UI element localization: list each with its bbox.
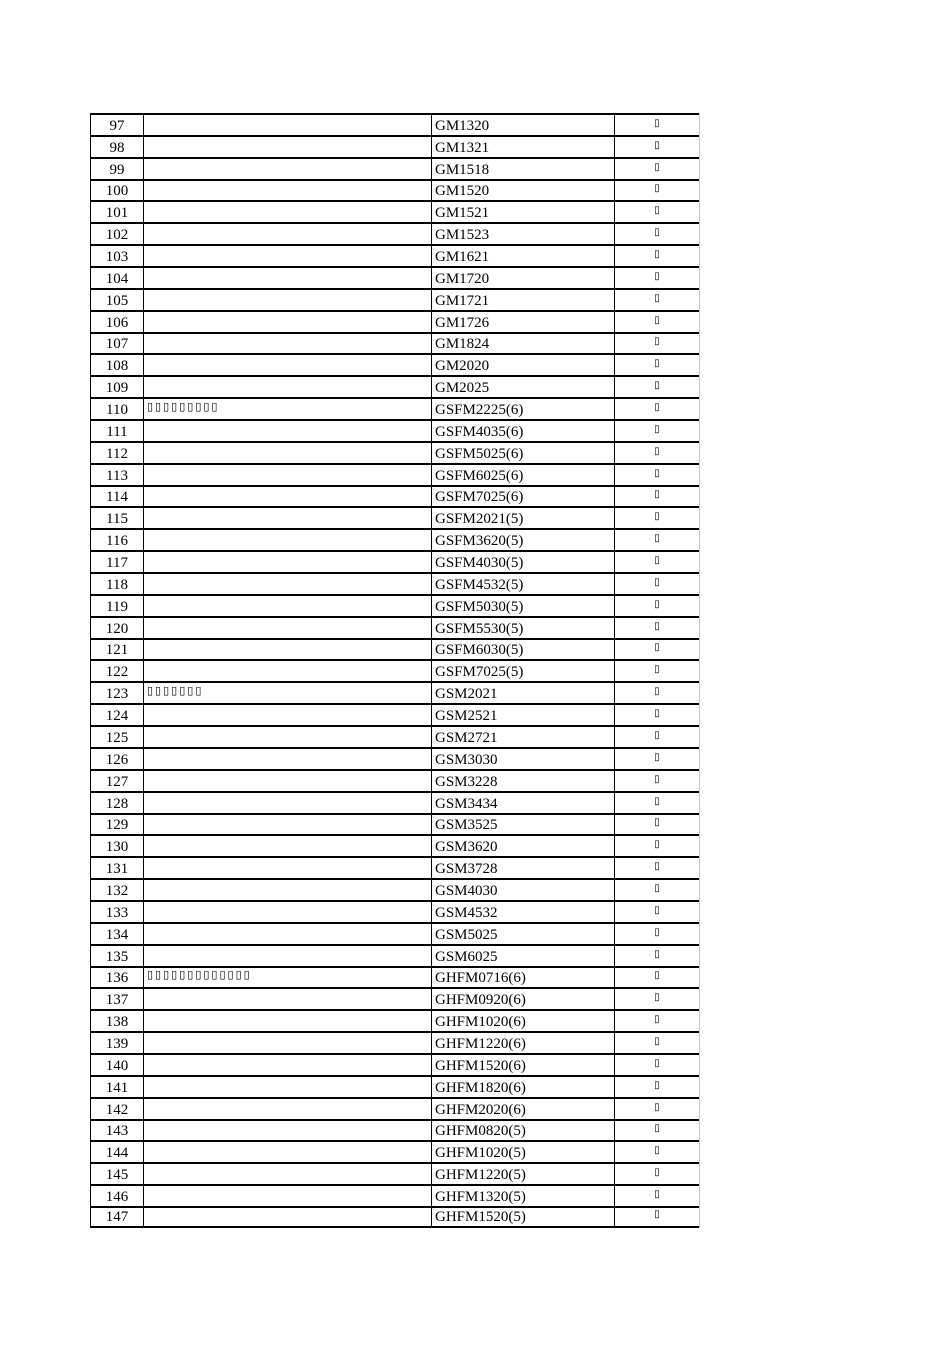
item-name-cell[interactable]: ▯▯▯▯▯▯▯▯▯▯▯▯▯: [144, 968, 432, 988]
item-name-cell[interactable]: [144, 268, 432, 288]
unit-cell[interactable]: ▯: [654, 117, 660, 129]
row-number-cell[interactable]: 124: [90, 705, 144, 725]
item-name-cell[interactable]: [144, 312, 432, 332]
table-row: [90, 266, 699, 288]
unit-cell[interactable]: ▯: [654, 598, 660, 610]
model-code-cell[interactable]: GSM4030: [432, 880, 615, 900]
row-number-cell[interactable]: 121: [90, 640, 144, 660]
unit-cell[interactable]: ▯: [654, 511, 660, 523]
model-code-cell[interactable]: GSFM5530(5): [432, 618, 615, 638]
item-name-cell[interactable]: [144, 137, 432, 157]
row-number-cell[interactable]: 134: [90, 924, 144, 944]
table-row: [90, 791, 699, 813]
model-code-cell[interactable]: GM1824: [432, 334, 615, 354]
model-code-cell[interactable]: GHFM1020(6): [432, 1011, 615, 1031]
row-number-cell[interactable]: 126: [90, 749, 144, 769]
model-code-cell[interactable]: GM1520: [432, 181, 615, 201]
unit-cell[interactable]: ▯: [654, 358, 660, 370]
table-row: [90, 157, 699, 179]
unit-cell[interactable]: ▯: [654, 795, 660, 807]
table-row: [90, 987, 699, 1009]
unit-cell[interactable]: ▯: [654, 751, 660, 763]
model-code-cell[interactable]: GM2020: [432, 355, 615, 375]
item-name-cell[interactable]: [144, 290, 432, 310]
row-number-cell[interactable]: 111: [90, 421, 144, 441]
row-number-cell[interactable]: 113: [90, 465, 144, 485]
unit-cell[interactable]: ▯: [654, 1123, 660, 1135]
model-code-cell[interactable]: GHFM0820(5): [432, 1121, 615, 1141]
unit-cell[interactable]: ▯: [654, 533, 660, 545]
model-code-cell[interactable]: GM1720: [432, 268, 615, 288]
unit-cell[interactable]: ▯: [654, 139, 660, 151]
item-name-cell[interactable]: [144, 1033, 432, 1053]
table-row: [90, 550, 699, 572]
table-row: [90, 878, 699, 900]
table-row: [90, 834, 699, 856]
table-row: [90, 419, 699, 441]
row-number-cell[interactable]: 110: [90, 399, 144, 419]
item-name-cell[interactable]: [144, 640, 432, 660]
model-code-cell[interactable]: GM1321: [432, 137, 615, 157]
item-name-cell[interactable]: [144, 181, 432, 201]
row-number-cell[interactable]: 142: [90, 1099, 144, 1119]
item-name-cell[interactable]: [144, 946, 432, 966]
table-row: [90, 594, 699, 616]
row-number-cell[interactable]: 141: [90, 1077, 144, 1097]
table-row: [90, 769, 699, 791]
item-name-cell[interactable]: [144, 1099, 432, 1119]
model-code-cell[interactable]: GSFM5025(6): [432, 443, 615, 463]
row-number-cell[interactable]: 144: [90, 1142, 144, 1162]
table-row: [90, 463, 699, 485]
model-code-cell[interactable]: GSFM3620(5): [432, 530, 615, 550]
unit-cell[interactable]: ▯: [654, 817, 660, 829]
unit-cell[interactable]: ▯: [654, 402, 660, 414]
table-row: [90, 1162, 699, 1184]
item-name-cell[interactable]: [144, 508, 432, 528]
row-number-cell[interactable]: 131: [90, 858, 144, 878]
item-name-cell[interactable]: [144, 1142, 432, 1162]
unit-cell[interactable]: ▯: [654, 992, 660, 1004]
model-code-cell[interactable]: GSM2021: [432, 683, 615, 703]
item-name-cell[interactable]: [144, 815, 432, 835]
table-row: [90, 966, 699, 988]
row-number-cell[interactable]: 108: [90, 355, 144, 375]
item-name-cell[interactable]: [144, 1011, 432, 1031]
unit-cell[interactable]: ▯: [654, 1014, 660, 1026]
unit-cell[interactable]: ▯: [654, 1188, 660, 1200]
unit-cell[interactable]: ▯: [654, 1208, 660, 1220]
table-row: [90, 288, 699, 310]
item-name-cell[interactable]: [144, 421, 432, 441]
table-row: [90, 747, 699, 769]
row-number-cell[interactable]: 97: [90, 115, 144, 135]
unit-cell[interactable]: ▯: [654, 489, 660, 501]
row-number-cell[interactable]: 119: [90, 596, 144, 616]
unit-cell[interactable]: ▯: [654, 270, 660, 282]
model-code-cell[interactable]: GM1521: [432, 202, 615, 222]
table-row: [90, 922, 699, 944]
row-number-cell[interactable]: 147: [90, 1208, 144, 1226]
unit-cell[interactable]: ▯: [654, 1101, 660, 1113]
unit-cell[interactable]: ▯: [654, 926, 660, 938]
row-number-cell[interactable]: 125: [90, 727, 144, 747]
model-code-cell[interactable]: GSM2521: [432, 705, 615, 725]
item-name-cell[interactable]: [144, 902, 432, 922]
model-code-cell[interactable]: GSFM4532(5): [432, 574, 615, 594]
row-number-cell[interactable]: 128: [90, 793, 144, 813]
row-number-cell[interactable]: 118: [90, 574, 144, 594]
table-row: [90, 1206, 699, 1228]
row-number-cell[interactable]: 109: [90, 377, 144, 397]
unit-cell[interactable]: ▯: [654, 183, 660, 195]
model-code-cell[interactable]: GSFM7025(6): [432, 487, 615, 507]
model-code-cell[interactable]: GSM2721: [432, 727, 615, 747]
row-number-cell[interactable]: 135: [90, 946, 144, 966]
item-name-cell[interactable]: [144, 727, 432, 747]
item-name-cell[interactable]: [144, 487, 432, 507]
item-name-cell[interactable]: [144, 377, 432, 397]
unit-cell[interactable]: ▯: [654, 729, 660, 741]
model-code-cell[interactable]: GM1518: [432, 159, 615, 179]
item-name-cell[interactable]: [144, 618, 432, 638]
model-code-cell[interactable]: GHFM0920(6): [432, 989, 615, 1009]
unit-cell[interactable]: ▯: [654, 336, 660, 348]
row-number-cell[interactable]: 133: [90, 902, 144, 922]
row-number-cell[interactable]: 112: [90, 443, 144, 463]
row-number-cell[interactable]: 102: [90, 224, 144, 244]
item-name-cell[interactable]: [144, 1186, 432, 1206]
table-row: [90, 813, 699, 835]
table-row: [90, 659, 699, 681]
model-code-cell[interactable]: GHFM1320(5): [432, 1186, 615, 1206]
item-name-cell[interactable]: [144, 989, 432, 1009]
table-row: [90, 485, 699, 507]
table-row: [90, 353, 699, 375]
row-number-cell[interactable]: 138: [90, 1011, 144, 1031]
table-row: [90, 332, 699, 354]
model-code-cell[interactable]: GSFM6025(6): [432, 465, 615, 485]
model-code-cell[interactable]: GSM3728: [432, 858, 615, 878]
row-number-cell[interactable]: 103: [90, 246, 144, 266]
table-row: [90, 856, 699, 878]
unit-cell[interactable]: ▯: [654, 314, 660, 326]
unit-cell[interactable]: ▯: [654, 249, 660, 261]
table-row: [90, 222, 699, 244]
table-row: [90, 944, 699, 966]
item-name-cell[interactable]: [144, 224, 432, 244]
row-number-cell[interactable]: 99: [90, 159, 144, 179]
row-number-cell[interactable]: 120: [90, 618, 144, 638]
model-code-cell[interactable]: GSM6025: [432, 946, 615, 966]
model-code-cell[interactable]: GHFM1220(6): [432, 1033, 615, 1053]
item-name-cell[interactable]: [144, 1164, 432, 1184]
row-number-cell[interactable]: 114: [90, 487, 144, 507]
model-code-cell[interactable]: GSM3030: [432, 749, 615, 769]
model-code-cell[interactable]: GM1721: [432, 290, 615, 310]
item-name-cell[interactable]: [144, 771, 432, 791]
table-row: [90, 703, 699, 725]
table-row: [90, 1031, 699, 1053]
item-name-cell[interactable]: [144, 574, 432, 594]
item-name-cell[interactable]: [144, 793, 432, 813]
row-number-cell[interactable]: 116: [90, 530, 144, 550]
item-name-cell[interactable]: [144, 465, 432, 485]
table-row: [90, 572, 699, 594]
item-name-cell[interactable]: [144, 1208, 432, 1226]
model-code-cell[interactable]: GSFM5030(5): [432, 596, 615, 616]
unit-cell[interactable]: ▯: [654, 948, 660, 960]
model-code-cell[interactable]: GM1523: [432, 224, 615, 244]
row-number-cell[interactable]: 137: [90, 989, 144, 1009]
row-number-cell[interactable]: 145: [90, 1164, 144, 1184]
model-code-cell[interactable]: GHFM1520(6): [432, 1055, 615, 1075]
unit-cell[interactable]: ▯: [654, 467, 660, 479]
table-row: [90, 506, 699, 528]
row-number-cell[interactable]: 100: [90, 181, 144, 201]
model-code-cell[interactable]: GSM3525: [432, 815, 615, 835]
model-code-cell[interactable]: GHFM1020(5): [432, 1142, 615, 1162]
table-row: [90, 135, 699, 157]
unit-cell[interactable]: ▯: [654, 161, 660, 173]
unit-cell[interactable]: ▯: [654, 292, 660, 304]
row-number-cell[interactable]: 129: [90, 815, 144, 835]
table-row: [90, 200, 699, 222]
unit-cell[interactable]: ▯: [654, 1057, 660, 1069]
item-name-cell[interactable]: [144, 1077, 432, 1097]
model-code-cell[interactable]: GM1621: [432, 246, 615, 266]
spreadsheet-table: [90, 113, 700, 1228]
item-name-cell[interactable]: [144, 661, 432, 681]
unit-cell[interactable]: ▯: [654, 620, 660, 632]
row-number-cell[interactable]: 107: [90, 334, 144, 354]
unit-cell[interactable]: ▯: [654, 839, 660, 851]
unit-cell[interactable]: ▯: [654, 1145, 660, 1157]
model-code-cell[interactable]: GSM4532: [432, 902, 615, 922]
table-row: [90, 1184, 699, 1206]
row-number-cell[interactable]: 139: [90, 1033, 144, 1053]
unit-cell[interactable]: ▯: [654, 642, 660, 654]
unit-cell[interactable]: ▯: [654, 1035, 660, 1047]
row-number-cell[interactable]: 115: [90, 508, 144, 528]
model-code-cell[interactable]: GM1320: [432, 115, 615, 135]
item-name-cell[interactable]: ▯▯▯▯▯▯▯▯▯: [144, 399, 432, 419]
model-code-cell[interactable]: GSFM6030(5): [432, 640, 615, 660]
row-number-cell[interactable]: 132: [90, 880, 144, 900]
item-name-cell[interactable]: [144, 115, 432, 135]
table-row: [90, 1053, 699, 1075]
model-code-cell[interactable]: GSM5025: [432, 924, 615, 944]
row-number-cell[interactable]: 140: [90, 1055, 144, 1075]
item-name-cell[interactable]: [144, 552, 432, 572]
row-number-cell[interactable]: 101: [90, 202, 144, 222]
table-row: [90, 616, 699, 638]
item-name-cell[interactable]: [144, 1055, 432, 1075]
unit-cell[interactable]: ▯: [654, 205, 660, 217]
model-code-cell[interactable]: GSFM2225(6): [432, 399, 615, 419]
row-number-cell[interactable]: 98: [90, 137, 144, 157]
table-row: [90, 1075, 699, 1097]
row-number-cell[interactable]: 146: [90, 1186, 144, 1206]
model-code-cell[interactable]: GHFM0716(6): [432, 968, 615, 988]
unit-cell[interactable]: ▯: [654, 664, 660, 676]
item-name-cell[interactable]: [144, 858, 432, 878]
item-name-cell[interactable]: [144, 202, 432, 222]
item-name-cell[interactable]: [144, 749, 432, 769]
model-code-cell[interactable]: GHFM2020(6): [432, 1099, 615, 1119]
item-name-cell[interactable]: [144, 159, 432, 179]
unit-cell[interactable]: ▯: [654, 861, 660, 873]
table-row: [90, 1097, 699, 1119]
unit-cell[interactable]: ▯: [654, 227, 660, 239]
table-row: [90, 1009, 699, 1031]
table-row: [90, 244, 699, 266]
model-code-cell[interactable]: GSM3228: [432, 771, 615, 791]
row-number-cell[interactable]: 143: [90, 1121, 144, 1141]
row-number-cell[interactable]: 122: [90, 661, 144, 681]
table-row: [90, 310, 699, 332]
row-number-cell[interactable]: 117: [90, 552, 144, 572]
unit-cell[interactable]: ▯: [654, 882, 660, 894]
row-number-cell[interactable]: 127: [90, 771, 144, 791]
item-name-cell[interactable]: [144, 246, 432, 266]
model-code-cell[interactable]: GM1726: [432, 312, 615, 332]
table-row: [90, 528, 699, 550]
unit-cell[interactable]: ▯: [654, 686, 660, 698]
table-row: [90, 638, 699, 660]
item-name-cell[interactable]: [144, 836, 432, 856]
item-name-cell[interactable]: ▯▯▯▯▯▯▯: [144, 683, 432, 703]
row-number-cell[interactable]: 136: [90, 968, 144, 988]
row-number-cell[interactable]: 104: [90, 268, 144, 288]
item-name-cell[interactable]: [144, 924, 432, 944]
table-row: [90, 441, 699, 463]
item-name-cell[interactable]: [144, 334, 432, 354]
table-row: [90, 375, 699, 397]
item-name-cell[interactable]: [144, 596, 432, 616]
row-number-cell[interactable]: 105: [90, 290, 144, 310]
unit-cell[interactable]: ▯: [654, 555, 660, 567]
table-row: [90, 900, 699, 922]
item-name-cell[interactable]: [144, 880, 432, 900]
unit-cell[interactable]: ▯: [654, 1167, 660, 1179]
item-name-cell[interactable]: [144, 530, 432, 550]
unit-cell[interactable]: ▯: [654, 576, 660, 588]
table-row: [90, 1140, 699, 1162]
model-code-cell[interactable]: GSFM4035(6): [432, 421, 615, 441]
unit-cell[interactable]: ▯: [654, 423, 660, 435]
item-name-cell[interactable]: [144, 355, 432, 375]
item-name-cell[interactable]: [144, 705, 432, 725]
table-row: [90, 1119, 699, 1141]
model-code-cell[interactable]: GHFM1220(5): [432, 1164, 615, 1184]
model-code-cell[interactable]: GSM3620: [432, 836, 615, 856]
table-row: [90, 397, 699, 419]
model-code-cell[interactable]: GM2025: [432, 377, 615, 397]
table-row: [90, 725, 699, 747]
table-row: [90, 113, 699, 135]
model-code-cell[interactable]: GSM3434: [432, 793, 615, 813]
item-name-cell[interactable]: [144, 443, 432, 463]
model-code-cell[interactable]: GHFM1820(6): [432, 1077, 615, 1097]
row-number-cell[interactable]: 123: [90, 683, 144, 703]
unit-cell[interactable]: ▯: [654, 904, 660, 916]
row-number-cell[interactable]: 130: [90, 836, 144, 856]
unit-cell[interactable]: ▯: [654, 1079, 660, 1091]
unit-cell[interactable]: ▯: [654, 445, 660, 457]
unit-cell[interactable]: ▯: [654, 380, 660, 392]
model-code-cell[interactable]: GSFM2021(5): [432, 508, 615, 528]
row-number-cell[interactable]: 106: [90, 312, 144, 332]
table-row: [90, 179, 699, 201]
unit-cell[interactable]: ▯: [654, 970, 660, 982]
table-row: [90, 681, 699, 703]
unit-cell[interactable]: ▯: [654, 708, 660, 720]
model-code-cell[interactable]: GSFM4030(5): [432, 552, 615, 572]
unit-cell[interactable]: ▯: [654, 773, 660, 785]
model-code-cell[interactable]: GHFM1520(5): [432, 1208, 615, 1226]
model-code-cell[interactable]: GSFM7025(5): [432, 661, 615, 681]
item-name-cell[interactable]: [144, 1121, 432, 1141]
